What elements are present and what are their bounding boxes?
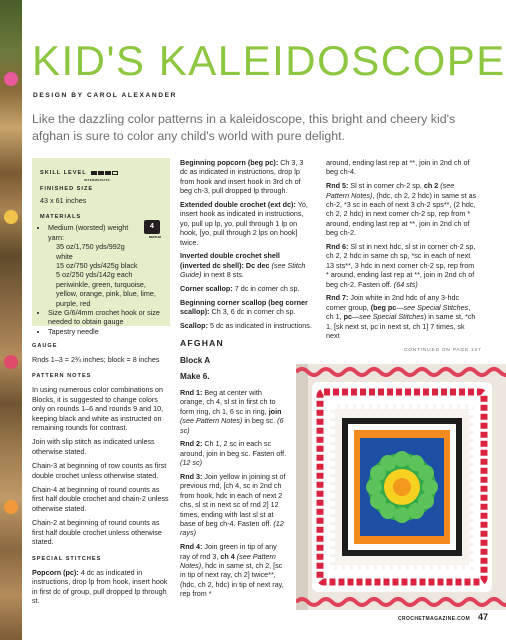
stitch-ref: (see Stitch Guide)	[180, 260, 306, 280]
block-heading: Block A	[180, 356, 211, 365]
popcorn-stitch	[32, 568, 170, 606]
gauge-section	[32, 342, 170, 370]
stitch-term: Scallop:	[180, 321, 208, 331]
garden-photo-strip	[0, 0, 22, 640]
round-text: in beg sc.	[242, 416, 278, 426]
round-term: Rnd 2:	[180, 439, 203, 449]
pattern-note: Chain-3 at beginning of row counts as first double crochet unless otherwise stated.	[32, 461, 167, 480]
round-term: Rnd 6:	[326, 242, 349, 252]
skill-bar	[105, 171, 111, 175]
stitch-text: Ch 3, 6 dc in corner ch sp.	[209, 307, 296, 317]
stitch-text: Yo, insert hook as indicated in instructions, yo, pull up lp, yo, pull through 1 lp on hook, [yo, pull through 2 lps on hook] twice.	[180, 200, 308, 247]
yarn-weight-label: MEDIUM	[148, 235, 161, 239]
skill-level-label: SKILL LEVEL	[40, 170, 87, 176]
footer-website: CROCHETMAGAZINE.COM	[398, 616, 471, 622]
materials-item: • Tapestry needle	[48, 327, 140, 336]
skill-bar	[98, 171, 104, 175]
stitch-text: 7 dc in corner ch sp.	[232, 284, 300, 294]
round-text: ) in same st, *ch 1, [sk next st, pc in next st, ch 1] 7 times, sk next	[326, 312, 476, 341]
gauge-label: GAUGE	[32, 343, 58, 349]
intro-text: Like the dazzling color patterns in a kaleidoscope, this bright and cheery kid's afghan is sure to color any child's world with pure delight.	[32, 112, 456, 143]
round-4-continued: around, ending last rep at **, join in 2nd ch of beg ch-4.	[326, 158, 470, 177]
round-term: (beg pc	[370, 302, 397, 312]
special-stitches-continued	[180, 158, 312, 335]
round-count: (6 sc)	[180, 416, 284, 435]
round-6	[326, 242, 478, 289]
afghan-block-photo	[296, 364, 506, 610]
round-3	[180, 472, 288, 538]
round-5	[326, 181, 478, 237]
stitch-text: 5 dc as indicated in instructions.	[207, 321, 312, 331]
round-term: ch 2	[423, 181, 439, 191]
stitch-term: Inverted double crochet shell (inverted dc shell): Dc dec	[180, 251, 280, 270]
round-term: Rnd 3:	[180, 472, 203, 482]
round-text: Join green in tip of any ray of rnd 3,	[180, 542, 277, 561]
skill-bar	[91, 171, 97, 175]
continued-note: CONTINUED ON PAGE 127	[404, 348, 482, 353]
afghan-heading: AFGHAN	[180, 338, 224, 348]
round-2	[180, 439, 288, 467]
pattern-notes-section	[32, 372, 170, 611]
materials-item: 5 oz/250 yds/142g each periwinkle, green, turquoise, yellow, orange, pink, blue, lime, purple, red	[56, 270, 156, 308]
page-number: 47	[478, 612, 489, 622]
round-text: Sl st in corner ch-2 sp,	[348, 181, 424, 191]
skill-bar	[112, 171, 118, 175]
round-ref: —see Special Stitches	[396, 302, 469, 312]
flower-decoration	[4, 210, 18, 224]
materials-list	[40, 223, 160, 336]
materials-box	[32, 158, 170, 336]
finished-size-value: 43 x 61 inches	[40, 196, 87, 205]
stitch-term: Extended double crochet (ext dc):	[180, 200, 296, 210]
round-text: , hdc in same st, ch 2, [sc in tip of next ray, ch 2] twice**, (hdc, ch 2, hdc) in tip of next ray, rep from *	[180, 561, 284, 599]
round-ref: —see Special Stitches	[351, 312, 424, 322]
round-count: (12 rays)	[180, 519, 284, 538]
flower-decoration	[4, 500, 18, 514]
round-text: Join yellow in joining st of previous rnd, [ch 4, sc in 2nd ch from hook, hdc in each of next 2 chs, sl st in next sc of rnd 2] 12 times, ending with last sl st at base of beg ch-4. Fasten off.	[180, 472, 286, 529]
round-ref: (see Pattern Notes)	[180, 416, 243, 426]
stitch-text: in next 8 sts.	[201, 270, 244, 280]
materials-label: MATERIALS	[40, 214, 82, 221]
round-term: Rnd 5:	[326, 181, 349, 191]
round-4	[180, 542, 288, 598]
round-count: (64 sts)	[393, 279, 418, 289]
round-term: join	[268, 406, 282, 416]
stitch-term: Popcorn (pc):	[32, 567, 79, 577]
round-term: ch 4	[220, 551, 235, 561]
materials-item: 35 oz/1,750 yds/992g white	[56, 242, 125, 261]
round-1	[180, 388, 288, 435]
afghan-instructions	[180, 388, 288, 603]
special-stitches-label: SPECIAL STITCHES	[32, 555, 102, 562]
round-count: (12 sc)	[180, 458, 202, 468]
round-text: , ch 1,	[326, 302, 471, 322]
yarn-weight-icon: 4	[144, 220, 160, 234]
designer-byline: DESIGN BY CAROL ALEXANDER	[33, 92, 177, 99]
round-ref: (see Pattern Notes)	[180, 551, 276, 571]
round-ref: (see Pattern Notes)	[326, 181, 455, 200]
pattern-note: Chain-4 at beginning of round counts as first half double crochet and chain-2 unless otherwise stated.	[32, 485, 169, 513]
stitch-term: Beginning popcorn (beg pc):	[180, 158, 279, 167]
flower-decoration	[4, 72, 18, 86]
skill-level-meter	[91, 171, 118, 175]
pattern-notes-label: PATTERN NOTES	[32, 373, 92, 379]
round-7	[326, 293, 478, 340]
round-term: Rnd 4:	[180, 542, 203, 552]
afghan-instructions-continued	[326, 158, 478, 345]
finished-size-label: FINISHED SIZE	[40, 186, 94, 192]
round-text: Ch 1, 2 sc in each sc around, join in beg sc. Fasten off.	[180, 439, 287, 458]
gauge-text: Rnds 1–3 = 2¾ inches; block = 8 inches	[32, 355, 160, 365]
round-text: Sl st in next hdc, sl st in corner ch-2 sp, ch 2, 2 hdc in same ch sp, *sc in each of next 13 sts**, 3 hdc in next corner ch-2 sp, rep from * around, ending last rep at **, join in 2nd ch of beg ch-2. Fasten off.	[326, 242, 476, 289]
materials-item: 15 oz/750 yds/425g black	[56, 261, 138, 271]
make-heading: Make 6.	[180, 372, 210, 381]
stitch-term: Corner scallop:	[180, 284, 233, 294]
stitch-term: Beginning corner scallop (beg corner scallop):	[180, 297, 308, 317]
crochet-block-illustration	[296, 364, 506, 610]
flower-decoration	[4, 355, 18, 369]
pattern-note: Join with slip stitch as indicated unless otherwise stated.	[32, 437, 155, 456]
round-term: Rnd 1:	[180, 388, 203, 397]
round-text: Join white in 2nd hdc of any 3-hdc corner group,	[326, 293, 460, 312]
materials-item: • Size G/6/4mm crochet hook or size needed to obtain gauge	[48, 308, 166, 327]
round-text: , (hdc, ch 2, 2 hdc) in same st as ch-2, *3 sc in each of next 3 ch-2 sps**, (2 hdc, ch 2, 2 hdc) in next corner ch-2 sp, rep from * around, ending last rep at **, join in 2nd ch of beg ch-2.	[326, 190, 477, 238]
pattern-note: In using numerous color combinations on Blocks, it is suggested to change colors only on rounds 1–6 and rounds 9 and 10, keeping black and white as instructed on remaining rounds for contrast.	[32, 385, 164, 433]
skill-level-value: INTERMEDIATE	[84, 178, 110, 182]
pattern-note: Chain-2 at beginning of round counts as first half double crochet unless otherwise stated.	[32, 518, 162, 547]
round-term: pc	[343, 312, 352, 322]
pattern-title: KID'S KALEIDOSCOPE	[32, 37, 506, 84]
round-term: Rnd 7:	[326, 293, 349, 303]
stitch-text: Ch 3, 3 dc as indicated in instructions, drop lp from hook and insert hook in 3rd ch of beg ch-3, pull dropped lp through.	[180, 158, 304, 196]
materials-item: • Medium (worsted) weight yarn:	[48, 223, 140, 242]
stitch-text: 4 dc as indicated in instructions, drop lp from hook, insert hook in first dc of group, pull dropped lp through st.	[32, 567, 168, 606]
round-text: Beg at center with orange, ch 4, sl st in first ch to form ring, ch 1, 6 sc in ring,	[180, 388, 276, 416]
